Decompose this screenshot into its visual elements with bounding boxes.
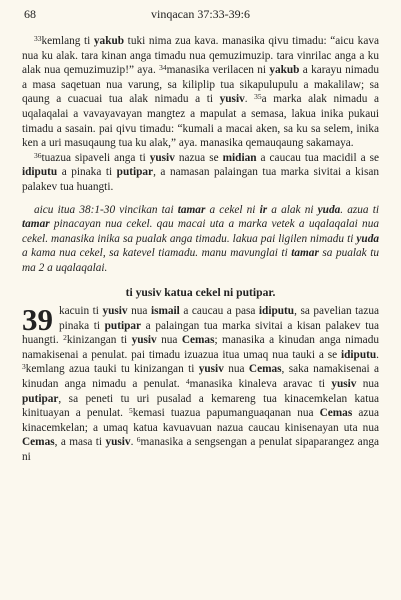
text-run: katua cekel ni [161, 285, 237, 299]
text-run: kemlang azua tauki tu kinizangan ti [25, 363, 199, 376]
proper-name: Cemas [319, 407, 353, 420]
proper-name: idiputu [22, 166, 58, 179]
text-run: , a masa ti [54, 436, 106, 449]
proper-name: idiputu [341, 348, 377, 361]
text-run: ; manasika a kinudan anga nimadu namakisenai a penulat. pai timadu izuazua itua umaq nua tauki a se [22, 334, 379, 361]
verse-number: 2 [63, 333, 67, 343]
text-run: a caucau tua macidil a se [256, 151, 380, 164]
page-number: 68 [24, 7, 36, 21]
page-header [24, 7, 377, 23]
proper-name: tamar [22, 218, 50, 231]
verse-number: 6 [136, 435, 141, 445]
text-run: tuazua sipaveli anga ti [41, 151, 150, 164]
proper-name: yakub [269, 64, 300, 77]
text-run: nua [156, 334, 182, 347]
paragraph-37-33 [22, 34, 379, 151]
text-run: kemlang ti [41, 35, 94, 47]
text-run: a kama nua cekel, sa katevel tiamadu. manu mavunglai ti [22, 247, 292, 260]
text-run: , sa peneti tu uri pusalad a kemareng tua kinacemkelan katua kinituayan a penulat. [22, 392, 379, 420]
proper-name: tamar [291, 247, 319, 260]
text-run: . azua ti [340, 203, 379, 216]
text-run: a alak ni [267, 203, 318, 216]
text-run: . [376, 348, 379, 361]
text-run: a palaingan tua marka sivitai a kisan palakev tua huangti. [22, 319, 379, 347]
proper-name: yuda [356, 232, 379, 245]
text-run: ti [125, 285, 136, 299]
text-run: , a namasan palaingan tua marka sivitai a kisan palakev tua huangti. [22, 166, 379, 193]
section-heading [22, 286, 379, 301]
proper-name: yuda [317, 203, 341, 216]
proper-name: yusiv [131, 334, 157, 347]
verse-number: 3 [22, 362, 26, 372]
proper-name: putipar [22, 392, 59, 405]
proper-name: yusiv [198, 363, 224, 376]
proper-name: yusiv [135, 285, 162, 299]
text-run: a pinaka ti [57, 166, 117, 179]
proper-name: putipar [116, 166, 154, 179]
text-run: tuki nima zua kava. manasika qivu timadu: “aicu kava nua ku alak. tara kinan anga timadu nua qemuzimuzip. tara vinrilac anga a ku alak nua qemuzimuzip!” aya. [22, 35, 379, 77]
text-run: nua [356, 378, 380, 391]
text-run: a karayu nimadu a masa saqetuan nua varung, sa kiliplip tua sikapulupulu a makalilaw; sa qaung a cuacuai tua alak nimadu a ti [22, 64, 379, 106]
running-title: vinqacan 37:33-39:6 [151, 7, 250, 21]
text-run: sa pualak tu ma 2 a uqalaqalai. [22, 247, 379, 274]
proper-name: Cemas [248, 363, 282, 376]
verse-number: 36 [34, 150, 42, 160]
text-run: . [244, 93, 255, 106]
proper-name: Cemas [181, 334, 215, 347]
text-run: a cekel ni [205, 203, 260, 216]
summary-note [22, 203, 379, 276]
proper-name: putipar [104, 319, 142, 332]
text-run: manasika kinaleva aravac ti [189, 378, 332, 391]
proper-name: ir [259, 203, 268, 216]
proper-name: midian [222, 151, 257, 164]
proper-name: yakub [93, 35, 125, 47]
text-run: pinacayan nua cekel. qau macai uta a marka vetek a uqalaqalai nua cekel. manasika inika sa pualak anga timadu. lakua pai ligilen nimadu ti [22, 218, 379, 245]
text-run: kacuin ti [59, 305, 103, 318]
text-run: azua kinacemkelan; a umaq katua kavuavuan nazua caucau kinisenayan uta nua [22, 407, 380, 434]
proper-name: yusiv [105, 436, 131, 449]
text-run: kinizangan ti [66, 334, 132, 347]
text-run: nazua se [174, 151, 223, 164]
proper-name: yusiv [149, 151, 175, 164]
text-run: a marka alak nimadu a uqalaqalai a vavayavayan mangtez a mapulat a semasa, lakua inika pukaui timadu a sasain. pai qivu timadu: “kumali a macai aken, sa ku sa selem, inika ken a uri masuqaung tua ku alak,” aya. manasika qemauqaung sakamaya. [22, 93, 379, 150]
text-run: , saka namakisenai a kinudan anga nimadu a penulat. [22, 363, 380, 391]
text-run: . [130, 436, 137, 449]
verse-number: 33 [34, 34, 42, 43]
text-run: nua [223, 363, 249, 376]
verse-number: 5 [129, 406, 133, 416]
text-run: . [272, 285, 276, 299]
chapter-39-paragraph [22, 304, 379, 465]
verse-number: 34 [159, 63, 167, 73]
paragraph-37-36 [22, 151, 379, 195]
proper-name: yusiv [331, 378, 357, 391]
proper-name: ismail [150, 305, 180, 318]
text-run: aicu itua 38:1-30 vincikan tai [34, 203, 178, 216]
proper-name: Cemas [22, 436, 55, 449]
proper-name: yusiv [219, 93, 245, 106]
text-run: a caucau a pasa [179, 305, 259, 318]
verse-number: 4 [185, 377, 190, 387]
chapter-number: 39 [22, 302, 53, 338]
proper-name: idiputu [258, 305, 295, 318]
proper-name: putipar [236, 285, 273, 299]
verse-number: 35 [254, 92, 262, 102]
text-run: kemasi tuazua papumanguaqanan nua [132, 407, 320, 420]
text-run: nua [127, 305, 151, 318]
text-run: manasika a sengsengan a penulat sipaparangez anga ni [22, 436, 380, 464]
text-run: manasika verilacen ni [166, 64, 270, 77]
text-run: , sa pavelian tazua pinaka ti [59, 305, 380, 332]
proper-name: tamar [177, 203, 206, 216]
page-body [22, 34, 379, 465]
proper-name: yusiv [102, 305, 128, 318]
